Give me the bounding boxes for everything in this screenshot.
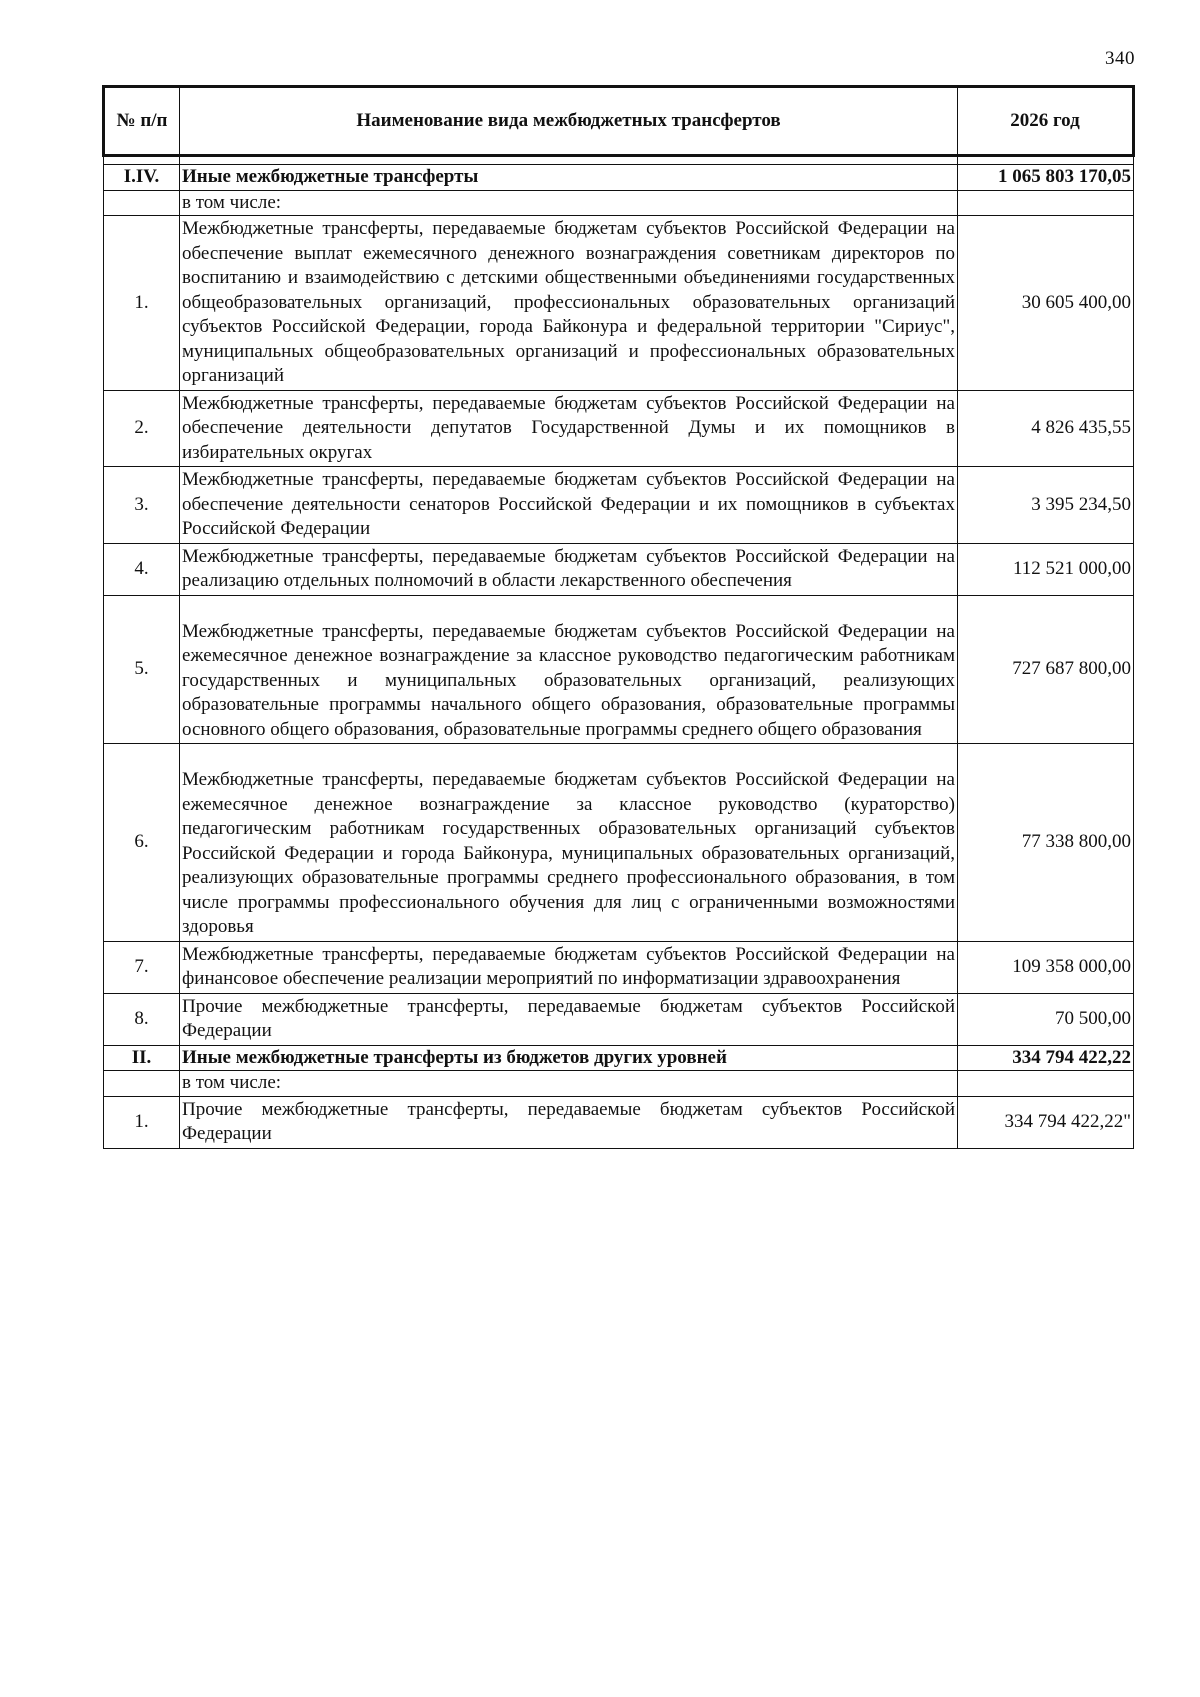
table-row [104,941,1134,993]
row-name: Межбюджетные трансферты, передаваемые бюджетам субъектов Российской Федерации на ежемесячное денежное вознаграждение за классное руководство (кураторство) педагогическим работникам государственных образовательных организаций субъектов Российской Федерации и города Байконура, муниципальных образовательных организаций, реализующих образовательные программы среднего профессионального образования, в том числе программы профессионального обучения для лиц с ограниченными возможностями здоровья [180,744,958,942]
row-amount: 3 395 234,50 [958,467,1134,544]
including-row [104,190,1134,216]
row-amount: 112 521 000,00 [958,543,1134,595]
row-name: Межбюджетные трансферты, передаваемые бюджетам субъектов Российской Федерации на ежемесячное денежное вознаграждение за классное руководство педагогическим работникам государственных и муниципальных образовательных организаций, реализующих образовательные программы начального общего образования, образовательные программы основного общего образования, образовательные программы среднего общего образования [180,595,958,744]
row-num: 3. [104,467,180,544]
row-num: 8. [104,993,180,1045]
table-row [104,390,1134,467]
table-row [104,595,1134,744]
section-amount: 1 065 803 170,05 [958,165,1134,191]
table-row [104,744,1134,942]
section-num: I.IV. [104,165,180,191]
row-num: 1. [104,216,180,391]
row-amount: 727 687 800,00 [958,595,1134,744]
row-num: 1. [104,1096,180,1148]
row-name: Прочие межбюджетные трансферты, передаваемые бюджетам субъектов Российской Федерации [180,1096,958,1148]
row-num: 6. [104,744,180,942]
row-amount: 30 605 400,00 [958,216,1134,391]
transfers-table [102,85,1135,1149]
table-row [104,993,1134,1045]
section-row [104,165,1134,191]
row-num: 7. [104,941,180,993]
including-row [104,1071,1134,1097]
table-row [104,1096,1134,1148]
table-header-row [104,87,1134,156]
page-number: 340 [1105,48,1135,69]
row-amount: 4 826 435,55 [958,390,1134,467]
section-amount: 334 794 422,22 [958,1045,1134,1071]
row-num: 2. [104,390,180,467]
section-num: II. [104,1045,180,1071]
including-label: в том числе: [180,190,958,216]
header-num: № п/п [104,87,180,156]
row-name: Межбюджетные трансферты, передаваемые бюджетам субъектов Российской Федерации на реализацию отдельных полномочий в области лекарственного обеспечения [180,543,958,595]
table-row [104,216,1134,391]
section-title: Иные межбюджетные трансферты [180,165,958,191]
header-amount: 2026 год [958,87,1134,156]
table-row [104,467,1134,544]
row-amount: 334 794 422,22" [958,1096,1134,1148]
including-label: в том числе: [180,1071,958,1097]
header-name: Наименование вида межбюджетных трансфертов [180,87,958,156]
table-row [104,543,1134,595]
row-amount: 109 358 000,00 [958,941,1134,993]
row-name: Прочие межбюджетные трансферты, передаваемые бюджетам субъектов Российской Федерации [180,993,958,1045]
row-amount: 70 500,00 [958,993,1134,1045]
section-row [104,1045,1134,1071]
row-amount: 77 338 800,00 [958,744,1134,942]
section-title: Иные межбюджетные трансферты из бюджетов других уровней [180,1045,958,1071]
row-name: Межбюджетные трансферты, передаваемые бюджетам субъектов Российской Федерации на финансовое обеспечение реализации мероприятий по информатизации здравоохранения [180,941,958,993]
row-name: Межбюджетные трансферты, передаваемые бюджетам субъектов Российской Федерации на обеспечение деятельности сенаторов Российской Федерации и их помощников в субъектах Российской Федерации [180,467,958,544]
row-num: 5. [104,595,180,744]
row-name: Межбюджетные трансферты, передаваемые бюджетам субъектов Российской Федерации на обеспечение деятельности депутатов Государственной Думы и их помощников в избирательных округах [180,390,958,467]
row-num: 4. [104,543,180,595]
header-gap [104,156,1134,165]
row-name: Межбюджетные трансферты, передаваемые бюджетам субъектов Российской Федерации на обеспечение выплат ежемесячного денежного вознаграждения советникам директоров по воспитанию и взаимодействию с детскими общественными объединениями государственных общеобразовательных организаций, профессиональных образовательных организаций субъектов Российской Федерации, города Байконура и федеральной территории "Сириус", муниципальных общеобразовательных организаций и профессиональных образовательных организаций [180,216,958,391]
